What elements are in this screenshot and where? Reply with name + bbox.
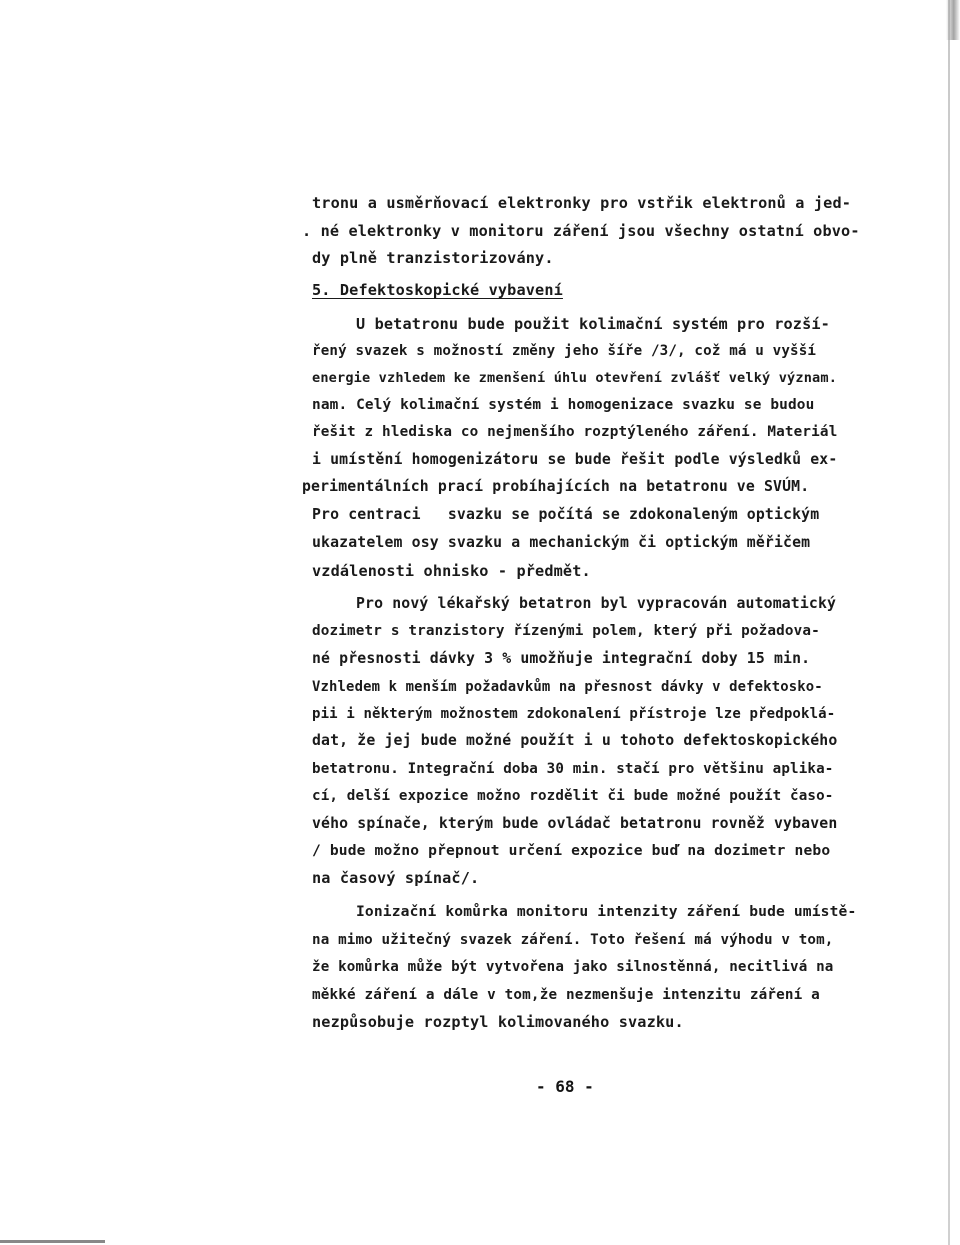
text-line: řený svazek s možností změny jeho šíře /3/, což má u vyšší [312,343,817,359]
section-heading: 5. Defektoskopické vybavení [312,281,563,299]
text-line: nezpůsobuje rozptyl kolimovaného svazku. [312,1013,684,1031]
text-line: dy plně tranzistorizovány. [312,249,554,267]
text-line: Ionizační komůrka monitoru intenzity záření bude umístě- [356,903,857,920]
text-line: že komůrka může být vytvořena jako silnostěnná, necitlivá na [312,959,834,975]
text-line: Vzhledem k menším požadavkům na přesnost dávky v defektosko- [312,679,823,695]
text-line: pii i některým možnostem zdokonalení přístroje lze předpoklá- [312,706,836,722]
text-line: vého spínače, kterým bude ovládač betatronu rovněž vybaven [312,815,838,832]
text-line: dozimetr s tranzistory řízenými polem, který při požadova- [312,623,820,639]
text-line: tronu a usměrňovací elektronky pro vstřik elektronů a jed- [312,194,852,212]
text-line: betatronu. Integrační doba 30 min. stačí pro většinu aplika- [312,761,834,777]
text-line: ukazatelem osy svazku a mechanickým či optickým měřičem [312,534,811,551]
text-line: / bude možno přepnout určení expozice buď na dozimetr nebo [312,842,831,859]
text-line: i umístění homogenizátoru se bude řešit podle výsledků ex- [312,451,838,468]
text-line: energie vzhledem ke zmenšení úhlu otevření zvlášť velký význam. [312,370,838,386]
scan-edge-bottom [0,1240,105,1243]
text-line: U betatronu bude použit kolimační systém pro rozší- [356,315,830,333]
text-line: vzdálenosti ohnisko - předmět. [312,562,591,580]
text-line: perimentálních prací probíhajících na betatronu ve SVÚM. [302,478,810,495]
text-line: Pro nový lékařský betatron byl vypracován automatický [356,595,837,612]
text-line: Pro centraci svazku se počítá se zdokonaleným optickým [312,506,820,523]
text-line: na časový spínač/. [312,869,480,887]
text-line: nam. Celý kolimační systém i homogenizace svazku se budou [312,397,815,413]
scan-edge-line [948,0,950,1245]
page-number: - 68 - [536,1077,594,1096]
text-line: dat, že jej bude možné použít i u tohoto defektoskopického [312,732,838,749]
text-line: řešit z hlediska co nejmenšího rozptýleného záření. Materiál [312,424,838,440]
text-line: na mimo užitečný svazek záření. Toto řešení má výhodu v tom, [312,932,834,948]
text-line: . né elektronky v monitoru záření jsou všechny ostatní obvo- [302,222,860,240]
text-line: cí, delší expozice možno rozdělit či bude možné použít časo- [312,788,834,804]
text-line: né přesnosti dávky 3 % umožňuje integrační doby 15 min. [312,650,811,667]
text-line: měkké záření a dále v tom,že nezmenšuje intenzitu záření a [312,987,820,1003]
